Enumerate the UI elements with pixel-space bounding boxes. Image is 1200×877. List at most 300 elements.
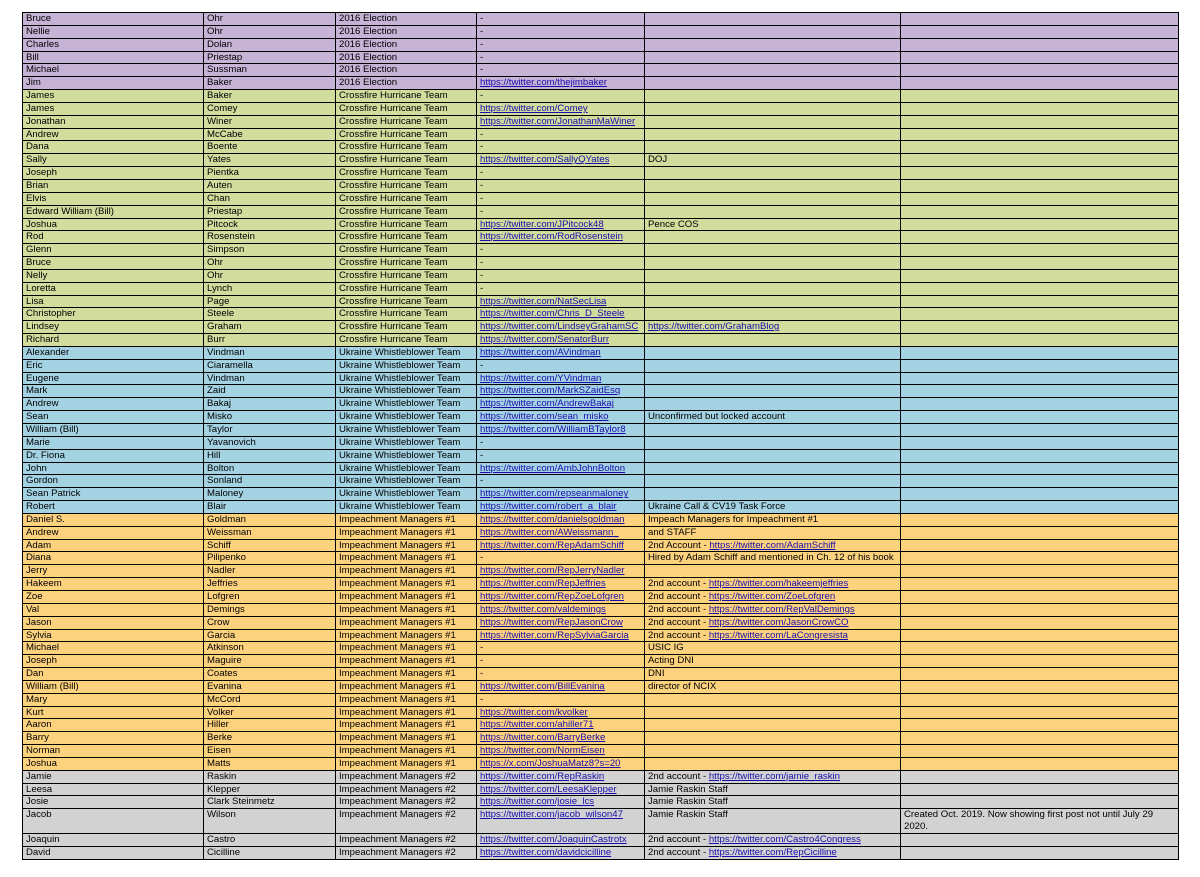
twitter-value: - (480, 668, 484, 680)
first-name-cell: John (23, 462, 204, 475)
last-name-cell: Priestap (204, 205, 336, 218)
twitter-cell (477, 565, 645, 578)
team-cell: Crossfire Hurricane Team (336, 192, 477, 205)
team-cell: Ukraine Whistleblower Team (336, 488, 477, 501)
first-name-cell: Joaquin (23, 834, 204, 847)
twitter-cell (477, 295, 645, 308)
last-name-cell: Simpson (204, 244, 336, 257)
twitter-link[interactable]: https://twitter.com/thejimbaker (480, 77, 607, 89)
notes-cell (645, 501, 901, 514)
twitter-link[interactable]: https://twitter.com/valdemings (480, 603, 606, 615)
twitter-link[interactable]: https://twitter.com/RepRaskin (480, 770, 605, 782)
twitter-link[interactable]: https://twitter.com/SenatorBurr (480, 334, 610, 346)
table-row (23, 424, 1179, 437)
extra-notes-cell (901, 25, 1179, 38)
twitter-link[interactable]: https://twitter.com/RepJeffries (480, 578, 606, 590)
first-name-cell: James (23, 90, 204, 103)
twitter-value: - (480, 642, 484, 654)
twitter-cell (477, 693, 645, 706)
notes-cell (645, 668, 901, 681)
first-name-cell: Eugene (23, 372, 204, 385)
last-name-cell: Priestap (204, 51, 336, 64)
notes-cell (645, 783, 901, 796)
table-row (23, 513, 1179, 526)
last-name-cell: Hiller (204, 719, 336, 732)
secondary-account-link[interactable]: https://twitter.com/RepCicilline (708, 846, 837, 858)
secondary-account-link[interactable]: https://twitter.com/ZoeLofgren (708, 590, 836, 602)
twitter-cell (477, 809, 645, 834)
first-name-cell: Jason (23, 616, 204, 629)
table-row (23, 51, 1179, 64)
team-cell: Crossfire Hurricane Team (336, 90, 477, 103)
first-name-cell: Barry (23, 732, 204, 745)
table-row (23, 757, 1179, 770)
twitter-cell (477, 308, 645, 321)
twitter-cell (477, 38, 645, 51)
team-cell: Impeachment Managers #2 (336, 770, 477, 783)
twitter-link[interactable]: https://twitter.com/JonathanMaWiner (480, 115, 636, 127)
team-cell: Ukraine Whistleblower Team (336, 385, 477, 398)
team-cell: Impeachment Managers #1 (336, 757, 477, 770)
team-cell: Impeachment Managers #2 (336, 783, 477, 796)
notes-text: and STAFF (648, 526, 697, 538)
table-row (23, 783, 1179, 796)
extra-notes-cell (901, 218, 1179, 231)
extra-notes-cell (901, 359, 1179, 372)
table-row (23, 154, 1179, 167)
last-name-cell: Yavanovich (204, 436, 336, 449)
last-name-cell: Bakaj (204, 398, 336, 411)
notes-cell (645, 603, 901, 616)
last-name-cell: Klepper (204, 783, 336, 796)
table-row (23, 398, 1179, 411)
first-name-cell: Mary (23, 693, 204, 706)
secondary-account-link[interactable]: https://twitter.com/LaCongresista (708, 629, 848, 641)
table-row (23, 385, 1179, 398)
table-row (23, 38, 1179, 51)
twitter-cell (477, 552, 645, 565)
last-name-cell: Blair (204, 501, 336, 514)
team-cell: Crossfire Hurricane Team (336, 128, 477, 141)
twitter-link[interactable]: https://twitter.com/BillEvanina (480, 680, 605, 692)
first-name-cell: Sylvia (23, 629, 204, 642)
notes-cell (645, 745, 901, 758)
table-row (23, 693, 1179, 706)
twitter-link[interactable]: https://twitter.com/sean_misko (480, 411, 609, 423)
extra-notes-cell (901, 192, 1179, 205)
twitter-cell (477, 372, 645, 385)
twitter-link[interactable]: https://twitter.com/LeesaKlepper (480, 783, 617, 795)
table-row (23, 218, 1179, 231)
twitter-cell (477, 655, 645, 668)
first-name-cell: David (23, 846, 204, 859)
last-name-cell: Eisen (204, 745, 336, 758)
last-name-cell: Taylor (204, 424, 336, 437)
secondary-account-link[interactable]: https://twitter.com/jamie_raskin (708, 770, 840, 782)
first-name-cell: Marie (23, 436, 204, 449)
extra-notes-cell (901, 719, 1179, 732)
first-name-cell: William (Bill) (23, 424, 204, 437)
table-row (23, 732, 1179, 745)
team-cell: Impeachment Managers #1 (336, 603, 477, 616)
twitter-value: - (480, 475, 484, 487)
last-name-cell: Atkinson (204, 642, 336, 655)
extra-notes-cell: Created Oct. 2019. Now showing first post not until July 29 2020. (901, 809, 1179, 834)
twitter-cell (477, 179, 645, 192)
table-row (23, 372, 1179, 385)
team-cell: Crossfire Hurricane Team (336, 244, 477, 257)
team-cell: Impeachment Managers #2 (336, 834, 477, 847)
twitter-link[interactable]: https://twitter.com/RodRosenstein (480, 231, 623, 243)
twitter-link[interactable]: https://twitter.com/RepAdamSchiff (480, 539, 624, 551)
notes-cell (645, 706, 901, 719)
notes-cell (645, 38, 901, 51)
twitter-link[interactable]: https://twitter.com/danielsgoldman (480, 513, 625, 525)
table-row (23, 64, 1179, 77)
secondary-account-link[interactable]: https://twitter.com/GrahamBlog (648, 321, 780, 333)
first-name-cell: Jacob (23, 809, 204, 834)
last-name-cell: Nadler (204, 565, 336, 578)
first-name-cell: Brian (23, 179, 204, 192)
first-name-cell: Zoe (23, 590, 204, 603)
twitter-cell (477, 321, 645, 334)
last-name-cell: Bolton (204, 462, 336, 475)
notes-cell (645, 436, 901, 449)
extra-notes-cell (901, 846, 1179, 859)
twitter-cell (477, 385, 645, 398)
notes-text: Jamie Raskin Staff (648, 783, 728, 795)
team-cell: Impeachment Managers #1 (336, 539, 477, 552)
twitter-link[interactable]: https://twitter.com/josie_lcs (480, 796, 595, 808)
first-name-cell: Robert (23, 501, 204, 514)
team-cell: Impeachment Managers #1 (336, 565, 477, 578)
twitter-cell (477, 346, 645, 359)
first-name-cell: William (Bill) (23, 680, 204, 693)
extra-notes-cell (901, 257, 1179, 270)
notes-cell (645, 488, 901, 501)
table-row (23, 269, 1179, 282)
first-name-cell: Nelly (23, 269, 204, 282)
team-cell: Impeachment Managers #1 (336, 629, 477, 642)
first-name-cell: Andrew (23, 128, 204, 141)
twitter-cell (477, 218, 645, 231)
twitter-cell (477, 269, 645, 282)
last-name-cell: Goldman (204, 513, 336, 526)
twitter-link[interactable]: https://twitter.com/Comey (480, 102, 588, 114)
notes-cell (645, 655, 901, 668)
last-name-cell: Boente (204, 141, 336, 154)
notes-cell (645, 308, 901, 321)
table-row (23, 231, 1179, 244)
extra-notes-cell (901, 346, 1179, 359)
table-row (23, 436, 1179, 449)
twitter-link[interactable]: https://twitter.com/SallyQYates (480, 154, 610, 166)
twitter-link[interactable]: https://twitter.com/kvolker (480, 706, 588, 718)
twitter-link[interactable]: https://twitter.com/YVindman (480, 372, 602, 384)
team-cell: Ukraine Whistleblower Team (336, 449, 477, 462)
team-cell: Crossfire Hurricane Team (336, 295, 477, 308)
last-name-cell: Coates (204, 668, 336, 681)
twitter-cell (477, 436, 645, 449)
last-name-cell: Yates (204, 154, 336, 167)
team-cell: Impeachment Managers #2 (336, 846, 477, 859)
extra-notes-cell (901, 539, 1179, 552)
twitter-cell (477, 192, 645, 205)
last-name-cell: Jeffries (204, 578, 336, 591)
extra-notes-cell (901, 745, 1179, 758)
first-name-cell: Joseph (23, 655, 204, 668)
extra-notes-cell (901, 385, 1179, 398)
last-name-cell: Auten (204, 179, 336, 192)
twitter-link[interactable]: https://twitter.com/NormEisen (480, 745, 605, 757)
team-cell: Ukraine Whistleblower Team (336, 398, 477, 411)
first-name-cell: Daniel S. (23, 513, 204, 526)
team-cell: Impeachment Managers #1 (336, 578, 477, 591)
notes-cell (645, 167, 901, 180)
secondary-account-link[interactable]: https://twitter.com/RepValDemings (708, 603, 855, 615)
notes-cell (645, 372, 901, 385)
last-name-cell: Vindman (204, 372, 336, 385)
first-name-cell: Lindsey (23, 321, 204, 334)
first-name-cell: Kurt (23, 706, 204, 719)
last-name-cell: Zaid (204, 385, 336, 398)
twitter-link[interactable]: https://twitter.com/AVindman (480, 346, 601, 358)
twitter-cell (477, 501, 645, 514)
notes-cell (645, 385, 901, 398)
twitter-value: - (480, 269, 484, 281)
twitter-cell (477, 257, 645, 270)
notes-cell (645, 179, 901, 192)
table-row (23, 578, 1179, 591)
notes-cell (645, 578, 901, 591)
twitter-link[interactable]: https://twitter.com/LindseyGrahamSC (480, 321, 639, 333)
team-cell: 2016 Election (336, 13, 477, 26)
table-row (23, 526, 1179, 539)
notes-cell (645, 462, 901, 475)
twitter-link[interactable]: https://twitter.com/NatSecLisa (480, 295, 607, 307)
last-name-cell: Dolan (204, 38, 336, 51)
first-name-cell: Michael (23, 642, 204, 655)
extra-notes-cell (901, 693, 1179, 706)
twitter-link[interactable]: https://twitter.com/ahiller71 (480, 719, 594, 731)
extra-notes-cell (901, 732, 1179, 745)
last-name-cell: Pitcock (204, 218, 336, 231)
first-name-cell: Charles (23, 38, 204, 51)
table-row (23, 539, 1179, 552)
last-name-cell: Chan (204, 192, 336, 205)
first-name-cell: Hakeem (23, 578, 204, 591)
twitter-link[interactable]: https://twitter.com/repseanmaloney (480, 488, 629, 500)
first-name-cell: Edward William (Bill) (23, 205, 204, 218)
table-row (23, 192, 1179, 205)
notes-cell (645, 192, 901, 205)
table-row (23, 346, 1179, 359)
last-name-cell: Crow (204, 616, 336, 629)
twitter-link[interactable]: https://twitter.com/AmbJohnBolton (480, 462, 626, 474)
last-name-cell: Wilson (204, 809, 336, 834)
spreadsheet-table (22, 12, 1179, 860)
extra-notes-cell (901, 411, 1179, 424)
twitter-link[interactable]: https://twitter.com/AWeissmann_ (480, 526, 619, 538)
table-row (23, 642, 1179, 655)
twitter-cell (477, 205, 645, 218)
extra-notes-cell (901, 205, 1179, 218)
extra-notes-cell (901, 834, 1179, 847)
extra-notes-cell (901, 668, 1179, 681)
twitter-cell (477, 770, 645, 783)
twitter-value: - (480, 25, 484, 37)
team-cell: Crossfire Hurricane Team (336, 282, 477, 295)
notes-text: 2nd account - (648, 603, 709, 615)
secondary-account-link[interactable]: https://twitter.com/hakeemjeffries (708, 578, 849, 590)
twitter-link[interactable]: https://twitter.com/AndrewBakaj (480, 398, 614, 410)
secondary-account-link[interactable]: https://twitter.com/JasonCrowCO (708, 616, 849, 628)
first-name-cell: Sally (23, 154, 204, 167)
first-name-cell: Adam (23, 539, 204, 552)
last-name-cell: Ohr (204, 13, 336, 26)
first-name-cell: Norman (23, 745, 204, 758)
table-row (23, 90, 1179, 103)
secondary-account-link[interactable]: https://twitter.com/Castro4Congress (708, 834, 861, 845)
team-cell: Impeachment Managers #1 (336, 693, 477, 706)
team-cell: Crossfire Hurricane Team (336, 334, 477, 347)
notes-text: DNI (648, 668, 665, 680)
twitter-cell (477, 167, 645, 180)
twitter-link[interactable]: https://twitter.com/MarkSZaidEsq (480, 385, 621, 397)
extra-notes-cell (901, 102, 1179, 115)
extra-notes-cell (901, 64, 1179, 77)
table-row (23, 462, 1179, 475)
extra-notes-cell (901, 642, 1179, 655)
table-row (23, 565, 1179, 578)
extra-notes-cell (901, 282, 1179, 295)
twitter-value: - (480, 128, 484, 140)
notes-cell (645, 834, 901, 847)
twitter-cell (477, 128, 645, 141)
twitter-cell (477, 102, 645, 115)
notes-cell (645, 757, 901, 770)
last-name-cell: McCord (204, 693, 336, 706)
team-cell: Ukraine Whistleblower Team (336, 359, 477, 372)
table-row (23, 809, 1179, 834)
twitter-cell (477, 590, 645, 603)
extra-notes-cell (901, 616, 1179, 629)
twitter-link[interactable]: https://twitter.com/robert_a_blair (480, 501, 617, 513)
team-cell: 2016 Election (336, 25, 477, 38)
table-row (23, 629, 1179, 642)
twitter-cell (477, 13, 645, 26)
table-row (23, 488, 1179, 501)
twitter-link[interactable]: https://x.com/JoshuaMatz8?s=20 (480, 757, 621, 769)
team-cell: Impeachment Managers #1 (336, 732, 477, 745)
first-name-cell: Aaron (23, 719, 204, 732)
team-cell: 2016 Election (336, 38, 477, 51)
extra-notes-cell (901, 449, 1179, 462)
notes-text: 2nd account - (648, 616, 709, 628)
notes-text: director of NCIX (648, 680, 717, 692)
notes-text: Jamie Raskin Staff (648, 809, 728, 821)
extra-notes-cell (901, 501, 1179, 514)
team-cell: Impeachment Managers #1 (336, 513, 477, 526)
twitter-value: - (480, 552, 484, 564)
first-name-cell: Eric (23, 359, 204, 372)
table-row (23, 308, 1179, 321)
first-name-cell: Val (23, 603, 204, 616)
notes-cell (645, 25, 901, 38)
notes-cell (645, 526, 901, 539)
twitter-cell (477, 706, 645, 719)
last-name-cell: Maloney (204, 488, 336, 501)
first-name-cell: Nellie (23, 25, 204, 38)
twitter-link[interactable]: https://twitter.com/davidcicilline (480, 846, 612, 858)
twitter-link[interactable]: https://twitter.com/RepJasonCrow (480, 616, 623, 628)
twitter-cell (477, 616, 645, 629)
extra-notes-cell (901, 590, 1179, 603)
twitter-cell (477, 629, 645, 642)
team-cell: Ukraine Whistleblower Team (336, 475, 477, 488)
table-row (23, 244, 1179, 257)
twitter-link[interactable]: https://twitter.com/JPitcock48 (480, 218, 604, 230)
twitter-cell (477, 578, 645, 591)
table-row (23, 77, 1179, 90)
twitter-value: - (480, 64, 484, 76)
extra-notes-cell (901, 154, 1179, 167)
extra-notes-cell (901, 526, 1179, 539)
twitter-link[interactable]: https://twitter.com/Chris_D_Steele (480, 308, 625, 320)
table-row (23, 745, 1179, 758)
notes-cell (645, 719, 901, 732)
notes-cell (645, 13, 901, 26)
table-row (23, 770, 1179, 783)
twitter-link[interactable]: https://twitter.com/JoaquinCastrotx (480, 834, 627, 845)
notes-cell (645, 244, 901, 257)
notes-text: USIC IG (648, 642, 684, 654)
notes-cell (645, 680, 901, 693)
first-name-cell: Dana (23, 141, 204, 154)
last-name-cell: Demings (204, 603, 336, 616)
last-name-cell: Berke (204, 732, 336, 745)
notes-cell (645, 539, 901, 552)
notes-cell (645, 796, 901, 809)
first-name-cell: Joseph (23, 167, 204, 180)
twitter-link[interactable]: https://twitter.com/RepSylviaGarcia (480, 629, 629, 641)
first-name-cell: Sean (23, 411, 204, 424)
secondary-account-link[interactable]: https://twitter.com/AdamSchiff (709, 539, 836, 551)
twitter-value: - (480, 449, 484, 461)
twitter-cell (477, 424, 645, 437)
twitter-link[interactable]: https://twitter.com/RepJerryNadler (480, 565, 625, 577)
table-row (23, 475, 1179, 488)
twitter-link[interactable]: https://twitter.com/RepZoeLofgren (480, 590, 624, 602)
notes-text: Unconfirmed but locked account (648, 411, 786, 423)
table-row (23, 846, 1179, 859)
first-name-cell: Andrew (23, 398, 204, 411)
notes-cell (645, 642, 901, 655)
table-row (23, 179, 1179, 192)
team-cell: Impeachment Managers #1 (336, 668, 477, 681)
last-name-cell: Ohr (204, 25, 336, 38)
first-name-cell: Rod (23, 231, 204, 244)
team-cell: Ukraine Whistleblower Team (336, 346, 477, 359)
last-name-cell: Cicilline (204, 846, 336, 859)
twitter-link[interactable]: https://twitter.com/WilliamBTaylor8 (480, 424, 626, 435)
twitter-cell (477, 539, 645, 552)
twitter-link[interactable]: https://twitter.com/BarryBerke (480, 732, 606, 744)
first-name-cell: Gordon (23, 475, 204, 488)
last-name-cell: Lynch (204, 282, 336, 295)
last-name-cell: Graham (204, 321, 336, 334)
twitter-link[interactable]: https://twitter.com/jacob_wilson47 (480, 809, 623, 821)
